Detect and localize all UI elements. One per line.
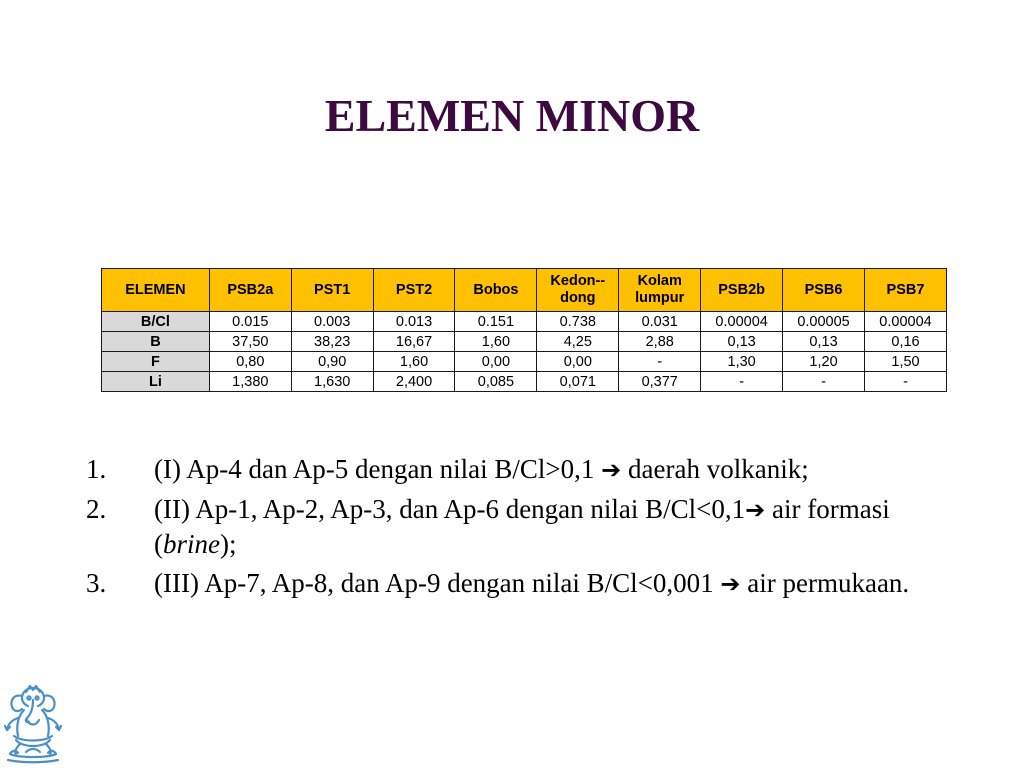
list-item: [86, 492, 966, 562]
list-text: (I) Ap-4 dan Ap-5 dengan nilai B/Cl>0,1: [154, 454, 602, 484]
list-text: air permukaan.: [740, 567, 910, 598]
header-cell: PST2: [373, 269, 455, 312]
row-label: B/Cl: [102, 312, 210, 332]
row-label: F: [102, 352, 210, 372]
table-cell: 0,16: [865, 332, 947, 352]
list-number: 1.: [86, 454, 107, 484]
table-cell: 0.003: [291, 312, 373, 332]
table-cell: -: [865, 372, 947, 392]
table-cell: 1,60: [455, 332, 537, 352]
header-cell: PSB6: [783, 269, 865, 312]
table-cell: 0.015: [209, 312, 291, 332]
table-cell: 0.013: [373, 312, 455, 332]
list-text: );: [220, 529, 237, 559]
minor-element-table: [101, 268, 947, 392]
header-cell: Kedon-dong: [537, 269, 619, 312]
header-cell: ELEMEN: [102, 269, 210, 312]
page-title: ELEMEN MINOR: [324, 90, 700, 141]
table-cell: 1,30: [701, 352, 783, 372]
table-cell: -: [619, 352, 701, 372]
list-text: (III) Ap-7, Ap-8, dan Ap-9 dengan nilai B/Cl<0,001: [154, 567, 721, 598]
list-item: [86, 566, 966, 602]
table-cell: 16,67: [373, 332, 455, 352]
itb-ganesha-logo-icon: [2, 682, 64, 764]
table-cell: 0,00: [455, 352, 537, 372]
header-cell: PSB2b: [701, 269, 783, 312]
list-text: (II) Ap-1, Ap-2, Ap-3, dan Ap-6 dengan nilai B/Cl<0,1: [154, 493, 746, 524]
table-row: [102, 312, 947, 332]
table-cell: 0,13: [701, 332, 783, 352]
table-cell: 1,20: [783, 352, 865, 372]
table-cell: 2,400: [373, 372, 455, 392]
list-item: [86, 452, 966, 488]
table-row: [102, 372, 947, 392]
table-cell: 1,380: [209, 372, 291, 392]
table-cell: 0,00: [537, 352, 619, 372]
table-cell: 0.00004: [701, 312, 783, 332]
table-cell: 4,25: [537, 332, 619, 352]
right-arrow-icon: ➔: [601, 456, 622, 484]
table-cell: 1,50: [865, 352, 947, 372]
table-cell: 1,60: [373, 352, 455, 372]
header-cell: Bobos: [455, 269, 537, 312]
table-cell: 0,085: [455, 372, 537, 392]
header-cell: PSB2a: [209, 269, 291, 312]
row-label: Li: [102, 372, 210, 392]
list-text: daerah volkanik;: [621, 454, 809, 484]
table-cell: 0,377: [619, 372, 701, 392]
right-arrow-icon: ➔: [720, 569, 741, 598]
table-cell: 2,88: [619, 332, 701, 352]
table-cell: 1,630: [291, 372, 373, 392]
list-text-italic: brine: [163, 529, 220, 559]
list-text: air formasi (: [154, 493, 890, 559]
header-cell: PST1: [291, 269, 373, 312]
header-cell: PSB7: [865, 269, 947, 312]
table-cell: 37,50: [209, 332, 291, 352]
table-cell: 0.00004: [865, 312, 947, 332]
table-cell: 0,90: [291, 352, 373, 372]
conclusion-list: [86, 452, 966, 605]
list-number: 2.: [86, 493, 107, 524]
table-header-row: [102, 269, 947, 312]
table-row: [102, 332, 947, 352]
table-cell: -: [701, 372, 783, 392]
table-cell: 0,80: [209, 352, 291, 372]
table-cell: 0.00005: [783, 312, 865, 332]
table-cell: 0.151: [455, 312, 537, 332]
list-number: 3.: [86, 567, 107, 598]
table-cell: 0.738: [537, 312, 619, 332]
table-cell: 0.031: [619, 312, 701, 332]
header-cell: Kolam lumpur: [619, 269, 701, 312]
table-cell: 0,13: [783, 332, 865, 352]
right-arrow-icon: ➔: [745, 495, 766, 524]
table-cell: -: [783, 372, 865, 392]
table-cell: 38,23: [291, 332, 373, 352]
row-label: B: [102, 332, 210, 352]
table-cell: 0,071: [537, 372, 619, 392]
table-row: [102, 352, 947, 372]
